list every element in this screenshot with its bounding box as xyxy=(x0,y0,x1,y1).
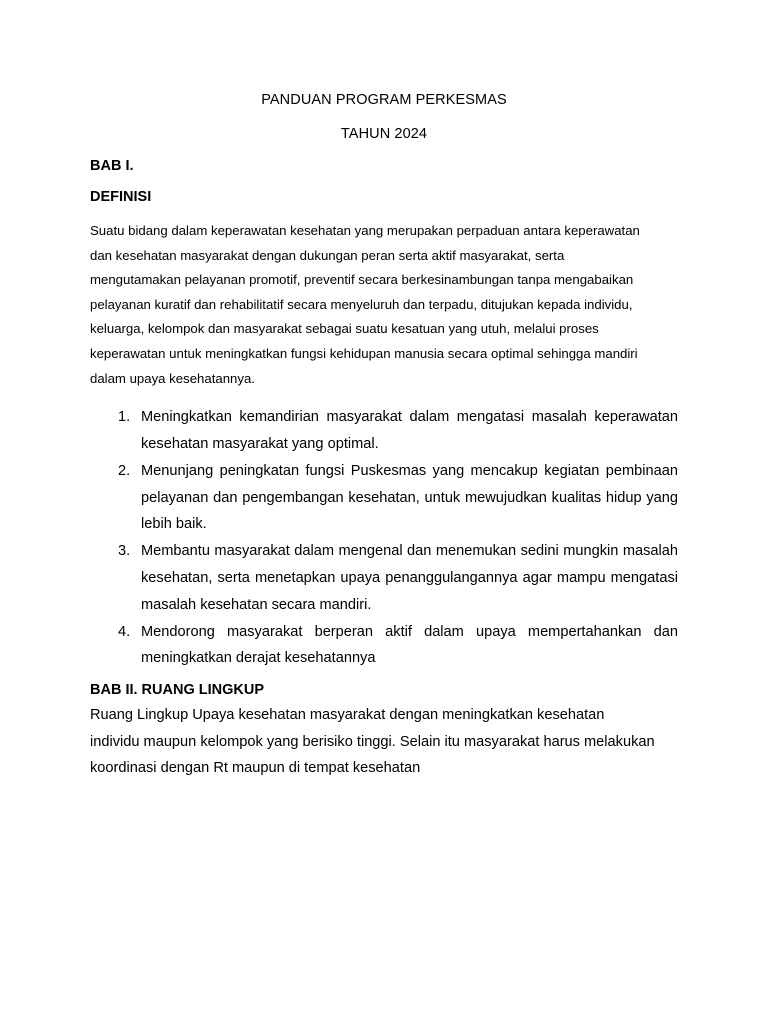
definition-line: pelayanan kuratif dan rehabilitatif secara menyeluruh dan terpadu, ditujukan kepada individu, xyxy=(90,296,633,312)
goal-item xyxy=(90,458,678,538)
definition-line: dalam upaya kesehatannya. xyxy=(90,370,255,386)
definition-line: keperawatan untuk meningkatkan fungsi kehidupan manusia secara optimal sehingga mandiri xyxy=(90,345,638,361)
definition-line: mengutamakan pelayanan promotif, preventif secara berkesinambungan tanpa mengabaikan xyxy=(90,272,634,288)
goal-text: Membantu masyarakat dalam mengenal dan menemukan sedini mungkin masalah kesehatan, serta menetapkan upaya penanggulangannya agar mampu mengatasi masalah kesehatan secara mandiri. xyxy=(141,543,678,613)
goal-number: 4. xyxy=(118,623,131,640)
document-year: TAHUN 2024 xyxy=(340,126,428,142)
goal-item xyxy=(90,538,678,618)
definition-paragraph xyxy=(90,219,678,391)
goal-text: Mendorong masyarakat berperan aktif dalam upaya mempertahankan dan meningkatkan derajat kesehatannya xyxy=(141,623,678,667)
definition-line: dan kesehatan masyarakat dengan dukungan peran serta aktif masyarakat, serta xyxy=(90,247,565,263)
goal-number: 3. xyxy=(118,543,131,560)
chapter-2-heading: BAB II. RUANG LINGKUP xyxy=(90,682,264,699)
goal-number: 2. xyxy=(118,462,131,479)
scope-line: koordinasi dengan Rt maupun di tempat kesehatan xyxy=(90,760,421,777)
goals-list xyxy=(90,404,678,672)
goal-number: 1. xyxy=(118,409,131,426)
definition-heading: DEFINISI xyxy=(90,189,152,205)
goal-item xyxy=(90,404,678,458)
definition-line: keluarga, kelompok dan masyarakat sebagai suatu kesatuan yang utuh, melalui proses xyxy=(90,321,599,337)
scope-line: Ruang Lingkup Upaya kesehatan masyarakat dengan meningkatkan kesehatan xyxy=(90,707,605,724)
definition-line: Suatu bidang dalam keperawatan kesehatan yang merupakan perpaduan antara keperawatan xyxy=(90,223,640,238)
goal-text: Menunjang peningkatan fungsi Puskesmas yang mencakup kegiatan pembinaan pelayanan dan pengembangan kesehatan, untuk mewujudkan kualitas hidup yang lebih baik. xyxy=(141,462,678,533)
document-page xyxy=(90,92,678,782)
document-title: PANDUAN PROGRAM PERKESMAS xyxy=(261,92,507,108)
scope-line: individu maupun kelompok yang berisiko tinggi. Selain itu masyarakat harus melakukan xyxy=(90,733,655,750)
scope-paragraph xyxy=(90,702,676,782)
chapter-1-heading: BAB I. xyxy=(90,158,134,174)
goal-item xyxy=(90,619,678,673)
goal-text: Meningkatkan kemandirian masyarakat dalam mengatasi masalah keperawatan kesehatan masyarakat yang optimal. xyxy=(141,409,678,452)
